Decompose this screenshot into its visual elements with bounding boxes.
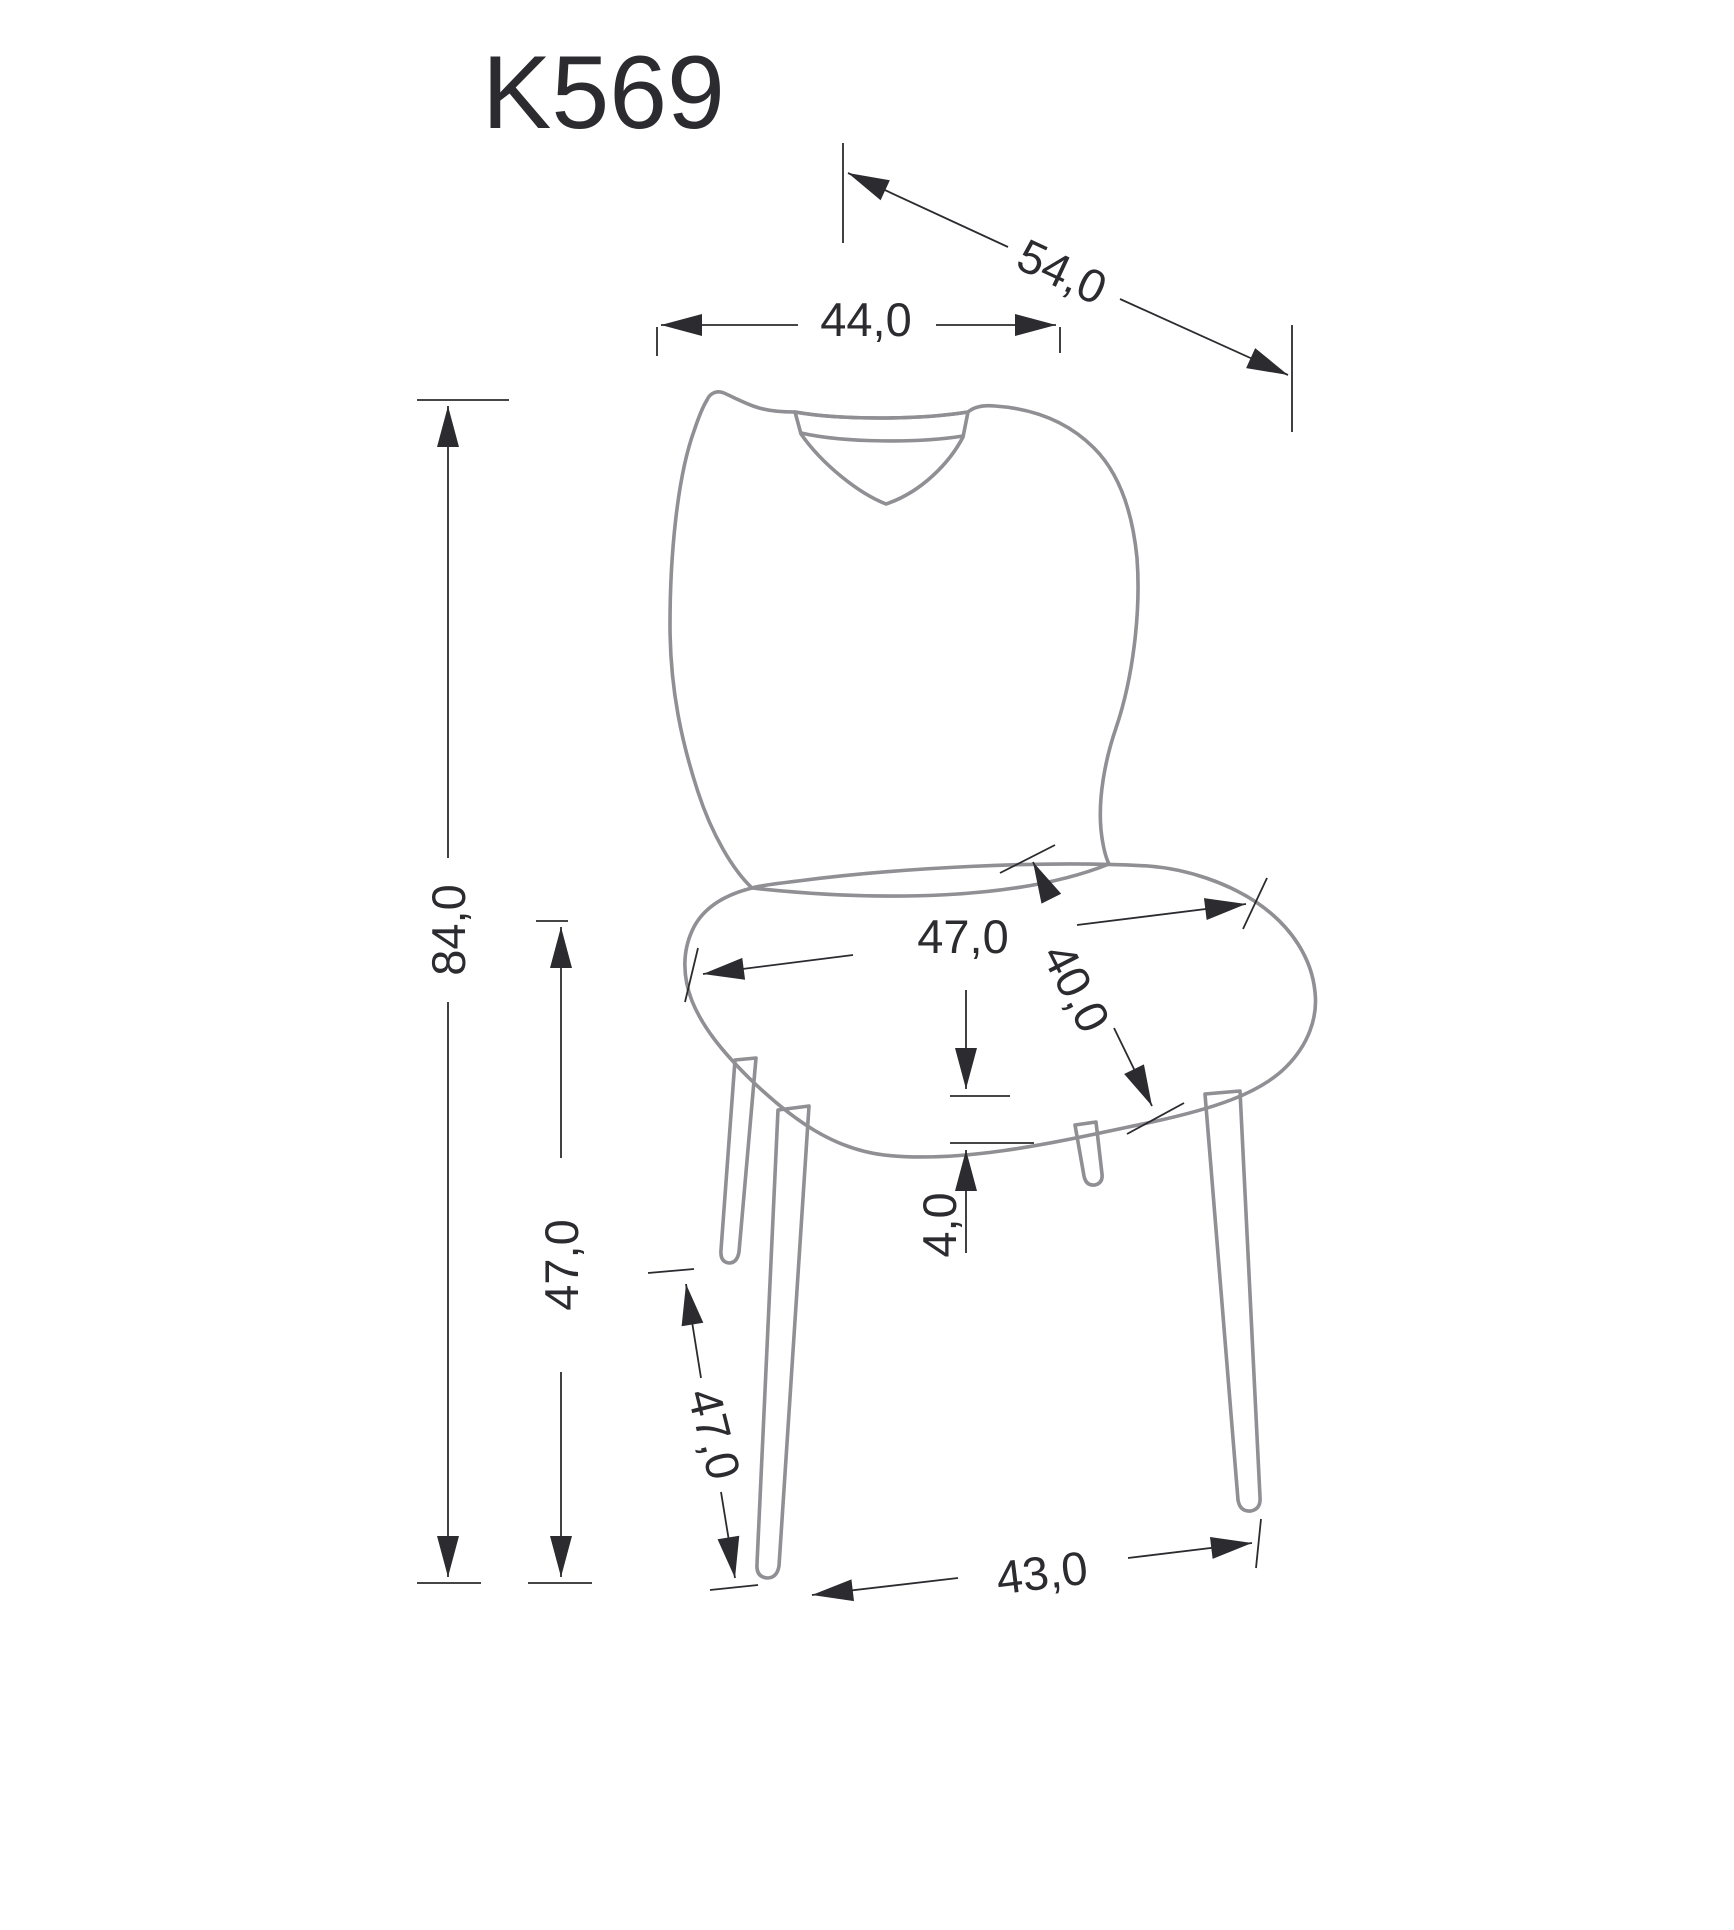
dim-seat-thickness (913, 990, 1034, 1258)
rear-right-leg (1075, 1122, 1102, 1185)
dim-side-leg-distance-label: 47,0 (677, 1383, 752, 1485)
dim-seat-width-label: 47,0 (917, 910, 1009, 963)
dim-backrest-width (657, 293, 1060, 356)
dim-front-leg-distance (812, 1519, 1261, 1604)
chair-drawing (670, 392, 1316, 1578)
dim-seat-depth (1000, 845, 1184, 1134)
dim-total-height-label: 84,0 (422, 884, 475, 976)
dim-seat-height (528, 921, 592, 1583)
dim-front-leg-distance-label: 43,0 (993, 1540, 1091, 1605)
dim-backrest-width-label: 44,0 (820, 293, 912, 346)
dim-total-depth (843, 143, 1292, 432)
dim-seat-height-label: 47,0 (535, 1219, 588, 1311)
chair-backrest (670, 392, 1138, 896)
dim-total-height (417, 400, 509, 1583)
rear-left-leg (721, 1058, 756, 1263)
backrest-handle-bar (801, 433, 963, 441)
dim-seat-thickness-label: 4,0 (913, 1192, 966, 1258)
front-right-leg (1205, 1091, 1260, 1511)
dim-total-depth-label: 54,0 (1009, 228, 1115, 315)
model-title: K569 (482, 35, 725, 151)
dim-seat-width (685, 878, 1267, 1002)
dim-side-leg-distance (648, 1269, 758, 1590)
front-left-leg (757, 1106, 809, 1578)
backrest-handle-opening (795, 412, 968, 504)
dim-seat-depth-label: 40,0 (1032, 934, 1121, 1041)
